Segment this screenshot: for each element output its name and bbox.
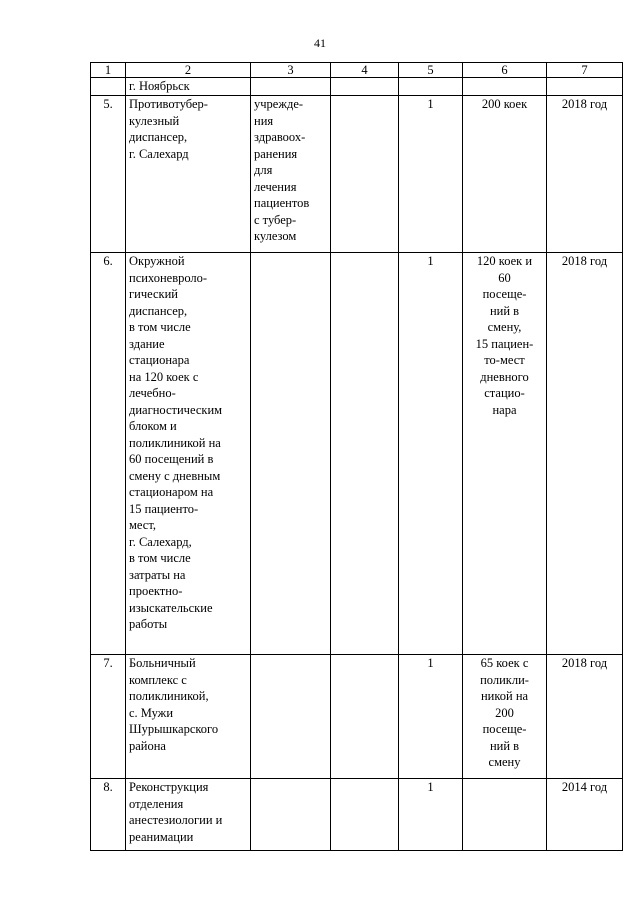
cell-col4 xyxy=(331,96,399,253)
cell-count: 1 xyxy=(399,96,463,253)
cell-number: 8. xyxy=(91,779,126,851)
cell-col4 xyxy=(331,253,399,655)
cell-purpose: учрежде- ния здравоох- ранения для лечения пациентов с тубер- кулезом xyxy=(251,96,331,253)
column-header-7: 7 xyxy=(547,63,623,78)
page-number: 41 xyxy=(314,36,326,50)
cell-number: 5. xyxy=(91,96,126,253)
cell-col4 xyxy=(331,655,399,779)
cell-year: 2018 год xyxy=(547,655,623,779)
cell-col4 xyxy=(331,779,399,851)
header-row xyxy=(91,63,623,78)
facilities-table xyxy=(90,62,623,851)
column-header-3: 3 xyxy=(251,63,331,78)
cell-number: 6. xyxy=(91,253,126,655)
cell-capacity: 120 коек и 60 посеще- ний в смену, 15 пациен- то-мест дневного стацио- нара xyxy=(463,253,547,655)
table-row xyxy=(91,655,623,779)
cell-year: 2018 год xyxy=(547,96,623,253)
cell-count: 1 xyxy=(399,253,463,655)
cell-purpose xyxy=(251,655,331,779)
column-header-2: 2 xyxy=(126,63,251,78)
cell-purpose xyxy=(251,779,331,851)
cell-capacity xyxy=(463,779,547,851)
cell-year: 2014 год xyxy=(547,779,623,851)
table-row xyxy=(91,253,623,655)
cell-count: 1 xyxy=(399,779,463,851)
cell-number: 7. xyxy=(91,655,126,779)
continuation-row xyxy=(91,78,623,96)
column-header-1: 1 xyxy=(91,63,126,78)
cell-name: Окружной психоневроло- гический диспансер, в том числе здание стационара на 120 коек с лечебно- диагностическим блоком и поликлиникой на 60 посещений в смену с дневным стационаром на 15 пациенто- мест, г. Салехард, в том числе затраты на проектно- изыскательские работы xyxy=(126,253,251,655)
cell-capacity: 200 коек xyxy=(463,96,547,253)
cell-name: Реконструкция отделения анестезиологии и реанимации xyxy=(126,779,251,851)
column-header-5: 5 xyxy=(399,63,463,78)
cell-purpose xyxy=(251,253,331,655)
cell-name: Противотубер- кулезный диспансер, г. Салехард xyxy=(126,96,251,253)
cell-name: г. Ноябрьск xyxy=(126,78,251,96)
table-row xyxy=(91,96,623,253)
cell-name: Больничный комплекс с поликлиникой, с. Мужи Шурышкарского района xyxy=(126,655,251,779)
cell-capacity: 65 коек с поликли- никой на 200 посеще- ний в смену xyxy=(463,655,547,779)
cell-number xyxy=(91,78,126,96)
table-row xyxy=(91,779,623,851)
cell-count: 1 xyxy=(399,655,463,779)
cell-year: 2018 год xyxy=(547,253,623,655)
column-header-6: 6 xyxy=(463,63,547,78)
column-header-4: 4 xyxy=(331,63,399,78)
